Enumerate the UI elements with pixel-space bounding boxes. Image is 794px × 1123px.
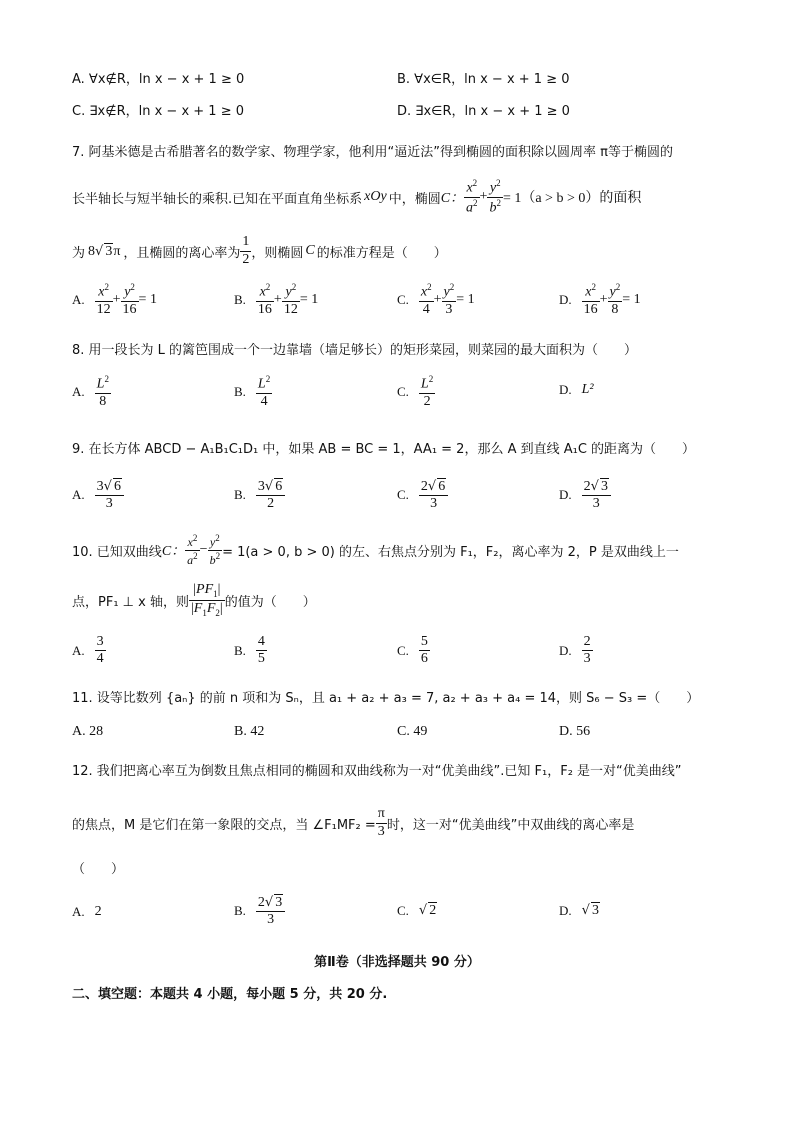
option-den-y: 12 [283, 301, 298, 317]
q7-line2-c: C： [440, 191, 465, 206]
q9-option-a: A. $\frac{3√ 6}{3}$ [72, 478, 124, 512]
option-value: 2 [94, 904, 102, 919]
option-label: B. [234, 383, 246, 399]
q9-stem: 9. 在长方体 ABCD − A₁B₁C₁D₁ 中，如果 AB = BC = 1，AA₁ = 2，那么 A 到直线 A₁C 的距离为（ ） [72, 442, 696, 457]
option-den: 3 [592, 496, 600, 512]
q10-line2-text-b: 的值为（ ） [224, 594, 316, 610]
q12-stem-line2 [72, 804, 634, 842]
part-heading: 二、填空题：本题共 4 小题，每小题 5 分，共 20 分. [72, 987, 388, 1002]
option-num: 5 [419, 634, 430, 651]
q7-line2-xoy: xOy [364, 189, 387, 204]
option-label: A. [72, 487, 85, 503]
option-den-y: 16 [122, 301, 137, 317]
option-den-x: 16 [583, 301, 598, 317]
q6-option-b: B. ∀x∈R，ln x − x + 1 ≥ 0 [397, 72, 570, 87]
option-label: B. [234, 487, 246, 503]
q7-line3-text-b: ，且椭圆的离心率为 [123, 245, 241, 261]
q11-option-a: A. 28 [72, 724, 104, 739]
option-den: 3 [267, 912, 275, 928]
section-title: 第Ⅱ卷（非选择题共 90 分） [314, 955, 480, 970]
q7-stem-line1: 7. 阿基米德是古希腊著名的数学家、物理学家，他利用“逼近法”得到椭圆的面积除以圆周率 π等于椭圆的 [72, 145, 673, 160]
q7-area-value: 8√ 3π [88, 243, 121, 259]
q8-stem: 8. 用一段长为 L 的篱笆围成一个一边靠墙（墙足够长）的矩形菜园，则菜园的最大面积为（ ） [72, 343, 638, 358]
q10-option-a [72, 634, 106, 667]
q10-hyperbola-frac-x: $\frac{x^2}{a^2}$ [187, 532, 198, 567]
q11-stem: 11. 设等比数列 {aₙ} 的前 n 项和为 Sₙ，且 a₁ + a₂ + a₃ = 7, a₂ + a₃ + a₄ = 14，则 S₆ − S₃ =（ ） [72, 691, 700, 706]
option-label: D. [559, 902, 572, 918]
option-label: A. [72, 904, 85, 919]
q7-line3-text-a: 为 [72, 245, 86, 261]
q7-line3-c: C [305, 243, 315, 258]
q11-option-d: D. 56 [559, 724, 591, 739]
option-value: L² [581, 382, 594, 397]
option-label: A. [72, 383, 85, 399]
option-den: 4 [260, 393, 268, 409]
q12-option-b: B. $\frac{2√ 3}{3}$ [234, 894, 285, 928]
q11-option-c: C. 49 [397, 724, 428, 739]
option-den: 5 [257, 651, 265, 667]
q7-stem-line2: 长半轴长与短半轴长的乘积.已知在平面直角坐标系 xOy 中，椭圆 C： $\frac{x^2}{a^2}$ + $\frac{y^2}{b^2}$ = 1（a > b > 0）的面积 [72, 177, 642, 216]
q7-eccentricity-frac: $\frac{1}{2}$ [242, 234, 250, 267]
option-coef: 2 [420, 479, 428, 494]
option-label: A. [72, 642, 85, 658]
option-radicand: 3 [275, 895, 283, 910]
option-den: 2 [423, 393, 431, 409]
q10-option-b [234, 634, 267, 667]
q7-option-c: C. $\frac{x^2}{4}$ + $\frac{y^2}{3}$ = 1 [397, 282, 475, 317]
q10-option-d [559, 634, 593, 667]
option-label: D. [559, 291, 572, 307]
option-radicand: 6 [275, 479, 283, 494]
option-radicand: 3 [600, 479, 608, 494]
q8-option-c: C. $\frac{L^2}{2}$ [397, 374, 434, 409]
option-radicand: 6 [438, 479, 446, 494]
option-coef: 3 [96, 479, 104, 494]
q9-option-b: B. $\frac{3√ 6}{2}$ [234, 478, 285, 512]
option-den: 3 [583, 651, 591, 667]
q6-option-c: C. ∃x∉R，ln x − x + 1 ≥ 0 [72, 104, 244, 119]
option-num: 3 [95, 634, 106, 651]
q9-option-d: D. $\frac{2√ 3}{3}$ [559, 478, 611, 512]
option-num: 2 [582, 634, 593, 651]
option-label: D. [559, 382, 572, 397]
q10-stem-line1: 10. 已知双曲线 C： $\frac{x^2}{a^2}$ − $\frac{y^2}{b^2}$ = 1(a > 0, b > 0) 的左、右焦点分别为 F₁，F₂，离心率为 2，P 是双曲线上一 [72, 532, 679, 567]
q6-option-d: D. ∃x∈R，ln x − x + 1 ≥ 0 [397, 104, 570, 119]
option-den: 4 [96, 651, 104, 667]
q7-line2-text-e: = 1（a > b > 0）的面积 [502, 191, 642, 206]
q9-option-c: C. $\frac{2√ 6}{3}$ [397, 478, 448, 512]
option-radicand: 3 [591, 903, 599, 918]
option-den-y: 3 [445, 301, 453, 317]
option-num: 4 [256, 634, 267, 651]
q7-line3-text-e: 的标准方程是（ ） [316, 245, 447, 261]
option-radicand: 2 [429, 903, 437, 918]
q7-line2-text-c: 中，椭圆 [388, 191, 441, 207]
option-label: C. [397, 291, 409, 307]
q7-line2-text-a: 长半轴长与短半轴长的乘积.已知在平面直角坐标系 [72, 191, 363, 207]
q12-line2-text-b: 时，这一对“优美曲线”中双曲线的离心率是 [386, 817, 635, 833]
q12-line2-text-a: 的焦点，M 是它们在第一象限的交点，当 ∠F₁MF₂ = [72, 817, 376, 833]
q6-option-a: A. ∀x∉R，ln x − x + 1 ≥ 0 [72, 72, 245, 87]
option-coef: 2 [257, 895, 265, 910]
q7-ellipse-frac-y: $\frac{y^2}{b^2}$ [489, 177, 501, 216]
q8-option-d [559, 382, 594, 398]
option-label: D. [559, 642, 572, 658]
option-label: B. [234, 642, 246, 658]
q10-option-c [397, 634, 430, 667]
option-den-x: 16 [257, 301, 272, 317]
q7-ellipse-frac-x: $\frac{x^2}{a^2}$ [466, 177, 478, 216]
q12-angle-frac: $\frac{\pi}{3}$ [377, 806, 385, 839]
q10-stem-line2 [72, 578, 316, 622]
q12-stem-line1: 12. 我们把离心率互为倒数且焦点相同的椭圆和双曲线称为一对“优美曲线”.已知 F₁，F₂ 是一对“优美曲线” [72, 764, 682, 779]
q11-option-b: B. 42 [234, 724, 265, 739]
q10-line1-text-a: 10. 已知双曲线 [72, 544, 162, 560]
option-den: 3 [105, 496, 113, 512]
q12-stem-line3: （ ） [72, 862, 125, 877]
q10-line2-text-a: 点，PF₁ ⊥ x 轴，则 [72, 594, 189, 610]
option-coef: 3 [257, 479, 265, 494]
option-den-y: 8 [611, 301, 619, 317]
q12-option-c: C. √ 2 [397, 902, 437, 918]
q10-line1-c: C： [161, 544, 186, 559]
option-den: 2 [267, 496, 275, 512]
option-label: C. [397, 642, 409, 658]
q8-option-b: B. $\frac{L^2}{4}$ [234, 374, 271, 409]
q7-option-b: B. $\frac{x^2}{16}$ + $\frac{y^2}{12}$ = 1 [234, 282, 319, 317]
option-label: C. [397, 902, 409, 918]
q10-line1-text-c: = 1(a > 0, b > 0) 的左、右焦点分别为 F₁，F₂，离心率为 2，P 是双曲线上一 [222, 544, 679, 560]
q12-option-a [72, 904, 102, 920]
option-label: B. [234, 903, 246, 919]
option-label: D. [559, 487, 572, 503]
q10-hyperbola-frac-y: $\frac{y^2}{b^2}$ [209, 532, 221, 567]
option-radicand: 6 [113, 479, 121, 494]
option-den-x: 12 [96, 301, 111, 317]
option-den: 6 [420, 651, 428, 667]
option-label: A. [72, 291, 85, 307]
q10-ratio-frac: $\frac{|PF_1|}{|F_1F_2|}$ [190, 582, 223, 618]
q8-option-a: A. $\frac{L^2}{8}$ [72, 374, 109, 409]
option-label: C. [397, 383, 409, 399]
q7-line3-text-c: ，则椭圆 [251, 245, 304, 261]
option-label: C. [397, 487, 409, 503]
option-den: 8 [99, 393, 107, 409]
option-label: B. [234, 291, 246, 307]
q7-stem-line3 [72, 234, 447, 268]
q7-option-a: A. $\frac{x^2}{12}$ + $\frac{y^2}{16}$ = 1 [72, 282, 157, 317]
option-den-x: 4 [422, 301, 430, 317]
option-coef: 2 [583, 479, 591, 494]
option-den: 3 [430, 496, 438, 512]
q7-option-d: D. $\frac{x^2}{16}$ + $\frac{y^2}{8}$ = 1 [559, 282, 641, 317]
q12-option-d: D. √ 3 [559, 902, 599, 918]
